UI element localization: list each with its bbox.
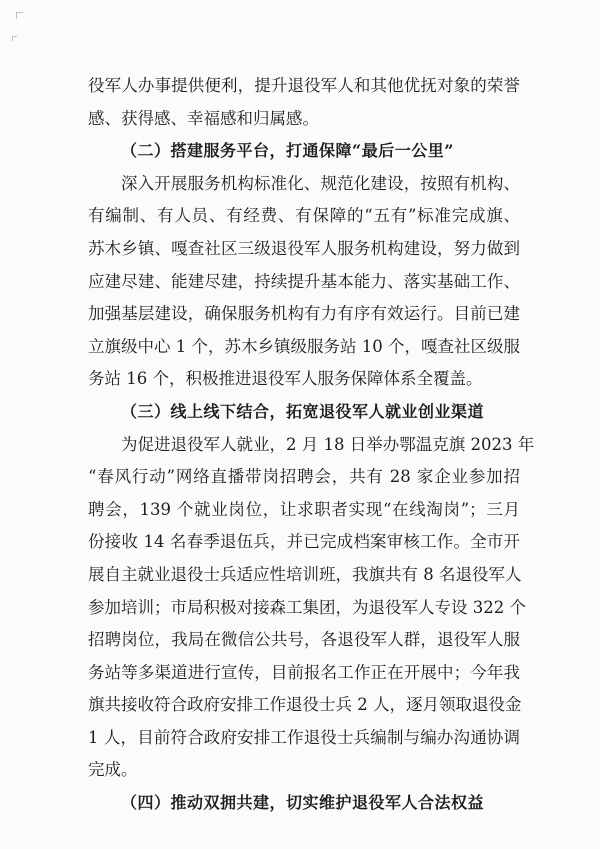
section-heading-4: （四）推动双拥共建，切实维护退役军人合法权益 [121, 793, 485, 813]
text-line: 展自主就业退役士兵适应性培训班，我旗共有 8 名退役军人 [88, 564, 522, 584]
text-line: “春风行动”网络直播带岗招聘会，共有 28 家企业参加招 [88, 467, 520, 487]
section-heading-2: （二）搭建服务平台，打通保障“最后一公里” [121, 141, 454, 161]
text-line: 加强基层建设，确保服务机构有力有序有效运行。目前已建 [88, 304, 520, 324]
text-line: 招聘岗位，我局在微信公共号，各退役军人群，退役军人服 [88, 630, 520, 650]
scan-corner-mark [16, 12, 23, 19]
text-line: 聘会，139 个就业岗位，让求职者实现“在线淘岗”；三月 [88, 499, 520, 519]
text-line: 有编制、有人员、有经费、有保障的“五有”标准完成旗、 [88, 206, 520, 226]
text-line: 份接收 14 名春季退伍兵，并已完成档案审核工作。全市开 [88, 532, 520, 552]
text-line: 应建尽建、能建尽建，持续提升基本能力、落实基础工作、 [88, 271, 520, 291]
text-line: 役军人办事提供便利，提升退役军人和其他优抚对象的荣誉 [88, 76, 520, 95]
text-line: 立旗级中心 1 个，苏木乡镇级服务站 10 个，嘎查社区级服 [88, 336, 520, 356]
text-line: 苏木乡镇、嘎查社区三级退役军人服务机构建设，努力做到 [88, 238, 520, 258]
scan-corner-mark [12, 36, 17, 41]
text-line: 深入开展服务机构标准化、规范化建设，按照有机构、 [121, 173, 520, 193]
text-line: 务站 16 个，积极推进退役军人服务保障体系全覆盖。 [88, 369, 483, 389]
text-line: 参加培训；市局积极对接森工集团，为退役军人专设 322 个 [88, 597, 526, 617]
text-line: 务站等多渠道进行宣传，目前报名工作正在开展中；今年我 [88, 662, 520, 682]
text-line: 1 人，目前符合政府安排工作退役士兵编制与编办沟通协调 [88, 727, 520, 747]
text-line: 旗共接收符合政府安排工作退役士兵 2 人，逐月领取退役金 [88, 695, 522, 715]
text-line: 为促进退役军人就业，2 月 18 日举办鄂温克旗 2023 年 [121, 434, 535, 454]
text-line: 感、获得感、幸福感和归属感。 [88, 108, 319, 128]
section-heading-3: （三）线上线下结合，拓宽退役军人就业创业渠道 [121, 401, 485, 421]
text-line: 完成。 [88, 760, 138, 780]
document-body [88, 70, 535, 820]
